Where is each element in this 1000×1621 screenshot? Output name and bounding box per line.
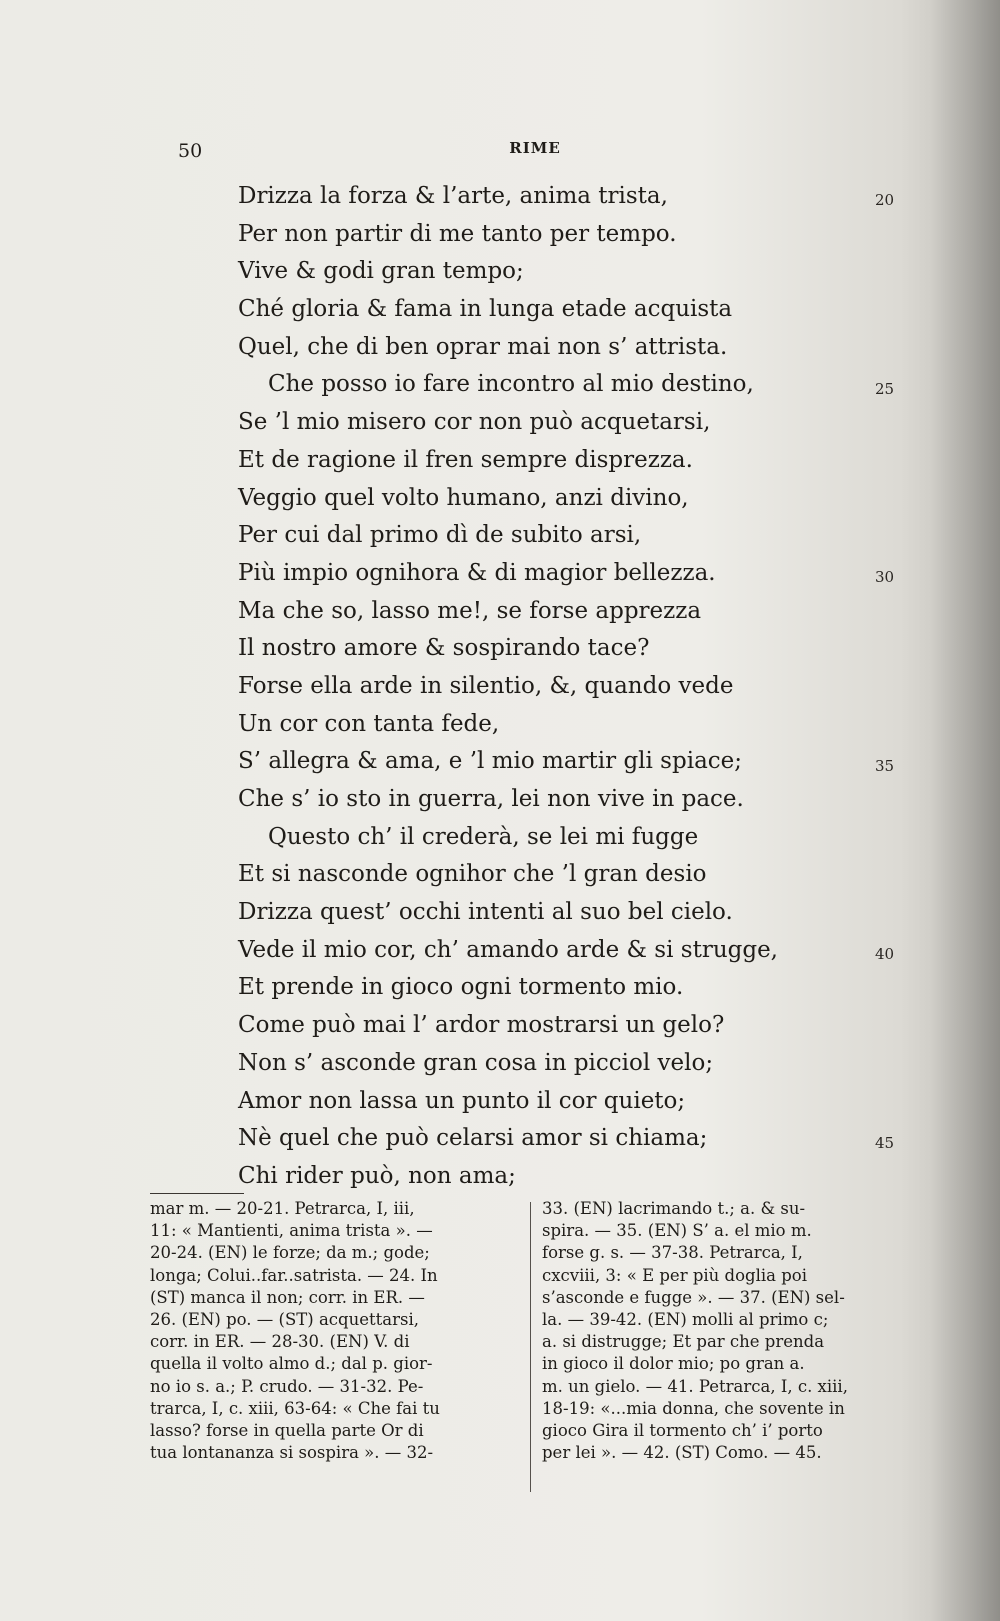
- footnote-rule: [150, 1193, 244, 1194]
- footnote-line: longa; Colui..far..satrista. — 24. In: [150, 1265, 438, 1285]
- footnote-line: 26. (EN) po. — (ST) acquettarsi,: [150, 1309, 419, 1329]
- footnote-line: quella il volto almo d.; dal p. gior-: [150, 1354, 433, 1374]
- line-number: 40: [875, 945, 895, 963]
- verse-line: Et de ragione il fren sempre disprezza.: [238, 446, 693, 473]
- verse-line: Drizza quest’ occhi intenti al suo bel cielo.: [238, 899, 733, 926]
- footnote-line: corr. in ER. — 28-30. (EN) V. di: [150, 1332, 410, 1352]
- verse-line: Più impio ognihora & di magior bellezza.: [238, 559, 716, 586]
- footnote-line: a. si distrugge; Et par che prenda: [542, 1332, 825, 1352]
- verse-line: Se ’l mio misero cor non può acquetarsi,: [238, 409, 711, 436]
- line-number: 30: [875, 568, 895, 586]
- line-number: 35: [875, 756, 895, 775]
- footnotes-left-column: [150, 1198, 515, 1464]
- footnote-line: no io s. a.; P. crudo. — 31-32. Pe-: [150, 1376, 424, 1396]
- footnote-line: tua lontananza si sospira ». — 32-: [150, 1443, 434, 1463]
- verse-line: Che posso io fare incontro al mio destino,: [268, 371, 754, 398]
- verse-line: Veggio quel volto humano, anzi divino,: [238, 484, 689, 511]
- verse-line: Ché gloria & fama in lunga etade acquista: [238, 296, 733, 323]
- verse-line: Amor non lassa un punto il cor quieto;: [238, 1087, 686, 1114]
- footnote-line: in gioco il dolor mio; po gran a.: [542, 1354, 805, 1374]
- footnote-line: la. — 39-42. (EN) molli al primo c;: [542, 1309, 829, 1329]
- footnotes-right-column: [542, 1198, 907, 1464]
- spine-shadow: [930, 0, 1000, 1621]
- running-title: RIME: [509, 139, 561, 157]
- line-number: 20: [875, 191, 895, 209]
- footnote-line: mar m. — 20-21. Petrarca, I, iii,: [150, 1199, 415, 1218]
- verse-line: Et prende in gioco ogni tormento mio.: [238, 974, 684, 1001]
- verse-line: Vive & godi gran tempo;: [238, 258, 524, 285]
- footnote-line: trarca, I, c. xiii, 63-64: « Che fai tu: [150, 1398, 440, 1418]
- footnote-line: forse g. s. — 37-38. Petrarca, I,: [542, 1243, 803, 1263]
- poem-text: [238, 178, 858, 1196]
- verse-line: Il nostro amore & sospirando tace?: [238, 635, 650, 662]
- footnote-line: (ST) manca il non; corr. in ER. —: [150, 1287, 425, 1307]
- verse-line: Ma che so, lasso me!, se forse apprezza: [238, 597, 702, 624]
- footnote-line: 20-24. (EN) le forze; da m.; gode;: [150, 1243, 430, 1263]
- verse-line: Che s’ io sto in guerra, lei non vive in pace.: [238, 786, 744, 812]
- verse-line: Questo ch’ il crederà, se lei mi fugge: [268, 823, 699, 850]
- footnote-line: gioco Gira il tormento ch’ i’ porto: [542, 1420, 823, 1440]
- line-number: 45: [875, 1133, 895, 1152]
- footnote-line: s’asconde e fugge ». — 37. (EN) sel-: [542, 1287, 845, 1307]
- verse-line: Come può mai l’ ardor mostrarsi un gelo?: [238, 1012, 725, 1039]
- line-number: 25: [875, 379, 895, 398]
- verse-line: Forse ella arde in silentio, &, quando vede: [238, 672, 734, 699]
- footnote-line: lasso? forse in quella parte Or di: [150, 1420, 424, 1440]
- footnote-line: spira. — 35. (EN) S’ a. el mio m.: [542, 1221, 812, 1241]
- page-number: 50: [178, 140, 203, 162]
- footnote-line: cxcviii, 3: « E per più doglia poi: [542, 1265, 807, 1285]
- verse-line: Per cui dal primo dì de subito arsi,: [238, 522, 642, 549]
- footnote-line: 11: « Mantienti, anima trista ». —: [150, 1221, 433, 1241]
- footnote-line: 33. (EN) lacrimando t.; a. & su-: [542, 1199, 806, 1218]
- verse-line: Et si nasconde ognihor che ’l gran desio: [238, 861, 707, 888]
- footnote-column-divider: [530, 1202, 531, 1492]
- verse-line: Quel, che di ben oprar mai non s’ attrista.: [238, 333, 728, 360]
- verse-line: Vede il mio cor, ch’ amando arde & si strugge,: [238, 936, 778, 963]
- verse-line: Drizza la forza & l’arte, anima trista,: [238, 183, 668, 209]
- verse-line: Per non partir di me tanto per tempo.: [238, 220, 677, 247]
- footnote-line: m. un gielo. — 41. Petrarca, I, c. xiii,: [542, 1376, 848, 1396]
- verse-line: Nè quel che può celarsi amor si chiama;: [238, 1125, 708, 1152]
- verse-line: Un cor con tanta fede,: [238, 710, 500, 737]
- footnote-line: 18-19: «...mia donna, che sovente in: [542, 1398, 845, 1418]
- verse-line: Chi rider può, non ama;: [238, 1162, 516, 1189]
- verse-line: S’ allegra & ama, e ’l mio martir gli spiace;: [238, 748, 743, 775]
- verse-line: Non s’ asconde gran cosa in picciol velo;: [238, 1049, 714, 1076]
- footnote-line: per lei ». — 42. (ST) Como. — 45.: [542, 1443, 822, 1463]
